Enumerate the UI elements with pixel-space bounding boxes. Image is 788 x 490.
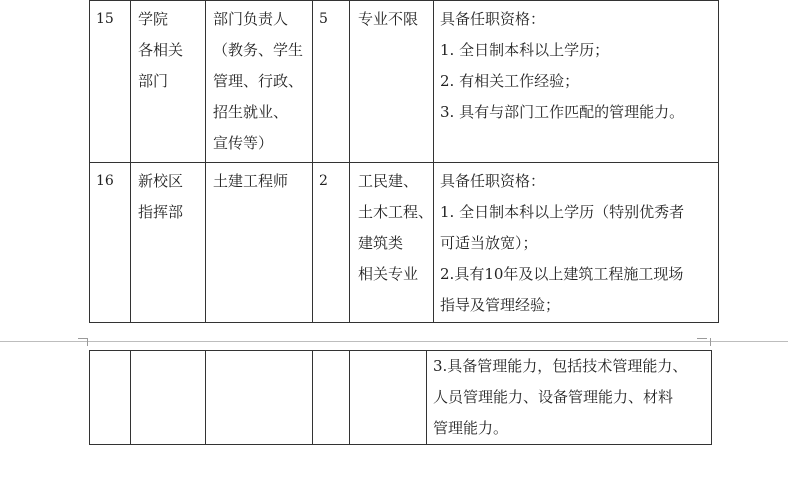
department-cell: 新校区 指挥部 xyxy=(131,163,206,323)
department-cell: 学院 各相关 部门 xyxy=(131,1,206,163)
headcount-cell: 2 xyxy=(313,163,350,323)
recruitment-table-page1 xyxy=(89,0,719,323)
requirements-cell: 具备任职资格： 1. 全日制本科以上学历（特别优秀者 可适当放宽）； 2.具有10年及以上建筑工程施工现场 指导及管理经验； xyxy=(434,163,719,323)
table-row-continued xyxy=(90,351,712,445)
position-cell: 部门负责人 （教务、学生 管理、行政、 招生就业、 宣传等） xyxy=(206,1,313,163)
crop-mark xyxy=(710,338,711,346)
page-bottom-edge xyxy=(0,341,788,342)
recruitment-table-page2 xyxy=(89,350,712,445)
requirements-cell: 3.具备管理能力，包括技术管理能力、 人员管理能力、设备管理能力、材料 管理能力。 xyxy=(427,351,712,445)
major-cell: 工民建、 土木工程、 建筑类 相关专业 xyxy=(350,163,434,323)
headcount-cell: 5 xyxy=(313,1,350,163)
table-row xyxy=(90,163,719,323)
major-cell: 专业不限 xyxy=(350,1,434,163)
row-number: 15 xyxy=(90,1,131,163)
requirements-cell: 具备任职资格： 1. 全日制本科以上学历； 2. 有相关工作经验； 3. 具有与部门工作匹配的管理能力。 xyxy=(434,1,719,163)
row-number: 16 xyxy=(90,163,131,323)
table-row xyxy=(90,1,719,163)
page-break xyxy=(0,333,788,351)
crop-mark xyxy=(697,338,707,339)
position-cell: 土建工程师 xyxy=(206,163,313,323)
crop-mark xyxy=(87,338,88,346)
